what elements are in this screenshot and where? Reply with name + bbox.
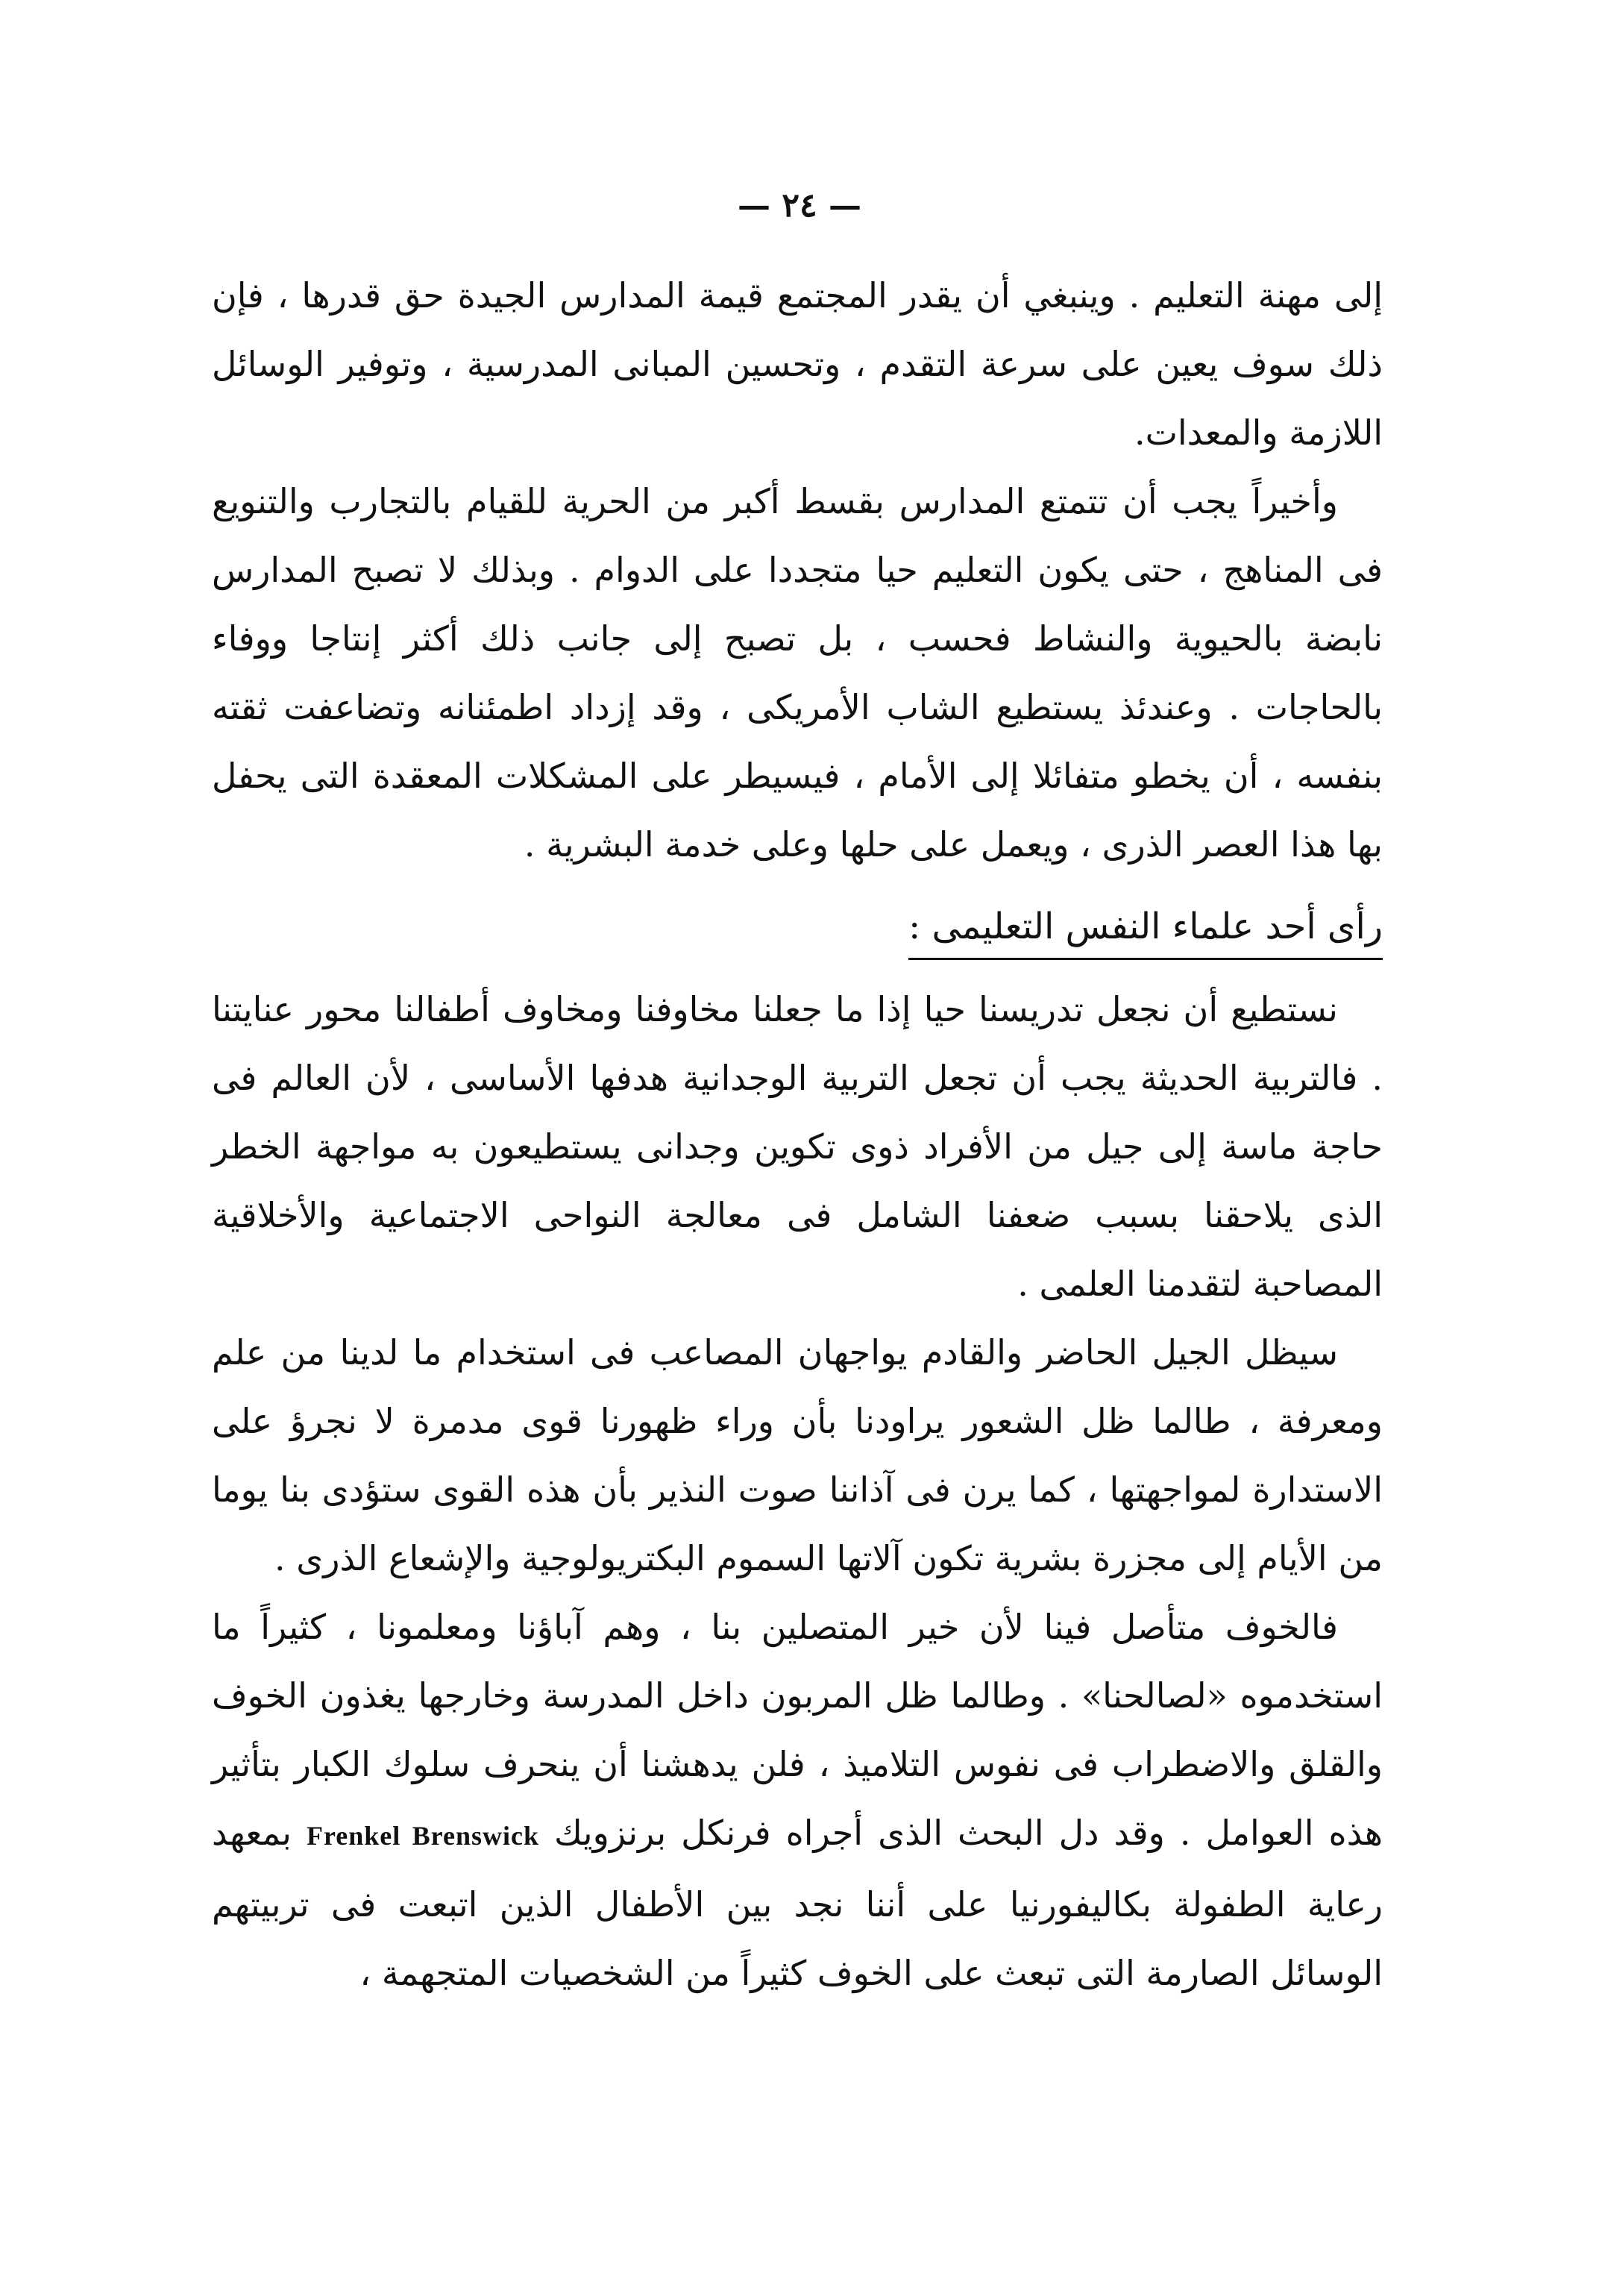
paragraph-text: بمعهد رعاية الطفولة بكاليفورنيا على أننا نجد بين الأطفال الذين اتبعت فى تربيتهم الوسائل الصارمة التى تبعث على الخوف كثيراً من الشخصيات المتجهمة ،: [212, 1813, 1383, 1993]
paragraph: نستطيع أن نجعل تدريسنا حيا إذا ما جعلنا مخاوفنا ومخاوف أطفالنا محور عنايتنا . فالتربية الحديثة يجب أن تجعل التربية الوجدانية هدفها الأساسى ، لأن العالم فى حاجة ماسة إلى جيل من الأفراد ذوى تكوين وجدانى يستطيعون به مواجهة الخطر الذى يلاحقنا بسبب ضعفنا الشامل فى معالجة النواحى الاجتماعية والأخلاقية المصاحبة لتقدمنا العلمى .: [212, 989, 1383, 1304]
paragraph-text: فالخوف متأصل فينا لأن خير المتصلين بنا ، وهم آباؤنا ومعلمونا ، كثيراً ما استخدموه «لصالحنا» . وطالما ظل المربون داخل المدرسة وخارجها يغذون الخوف والقلق والاضطراب فى نفوس التلاميذ ، فلن يدهشنا أن ينحرف سلوك الكبار بتأثير هذه العوامل . وقد دل البحث الذى أجراه فرنكل برنزويك: [212, 1607, 1383, 1853]
paragraph: وأخيراً يجب أن تتمتع المدارس بقسط أكبر من الحرية للقيام بالتجارب والتنويع فى المناهج ، حتى يكون التعليم حيا متجددا على الدوام . وبذلك لا تصبح المدارس نابضة بالحيوية والنشاط فحسب ، بل تصبح إلى جانب ذلك أكثر إنتاجا ووفاء بالحاجات . وعندئذ يستطيع الشاب الأمريكى ، وقد إزداد اطمئنانه وتضاعفت ثقته بنفسه ، أن يخطو متفائلا إلى الأمام ، فيسيطر على المشكلات المعقدة التى يحفل بها هذا العصر الذرى ، ويعمل على حلها وعلى خدمة البشرية .: [212, 481, 1383, 865]
latin-name: Frenkel Brenswick: [306, 1821, 540, 1851]
section-heading-wrapper: [212, 900, 1383, 960]
top-text-block: [212, 261, 1383, 879]
bottom-text-block: [212, 975, 1383, 2007]
page-number: — ٢٤ —: [738, 186, 861, 225]
paragraph: سيظل الجيل الحاضر والقادم يواجهان المصاعب فى استخدام ما لدينا من علم ومعرفة ، طالما ظل الشعور يراودنا بأن وراء ظهورنا قوى مدمرة لا نجرؤ على الاستدارة لمواجهتها ، كما يرن فى آذاننا صوت النذير بأن هذه القوى ستؤدى بنا يوما من الأيام إلى مجزرة بشرية تكون آلاتها السموم البكتريولوجية والإشعاع الذرى .: [212, 1332, 1383, 1578]
paragraph: إلى مهنة التعليم . وينبغي أن يقدر المجتمع قيمة المدارس الجيدة حق قدرها ، فإن ذلك سوف يعين على سرعة التقدم ، وتحسين المبانى المدرسية ، وتوفير الوسائل اللازمة والمعدات.: [212, 275, 1383, 453]
paragraph: [212, 1593, 1383, 2007]
section-heading: رأى أحد علماء النفس التعليمى :: [908, 900, 1383, 960]
